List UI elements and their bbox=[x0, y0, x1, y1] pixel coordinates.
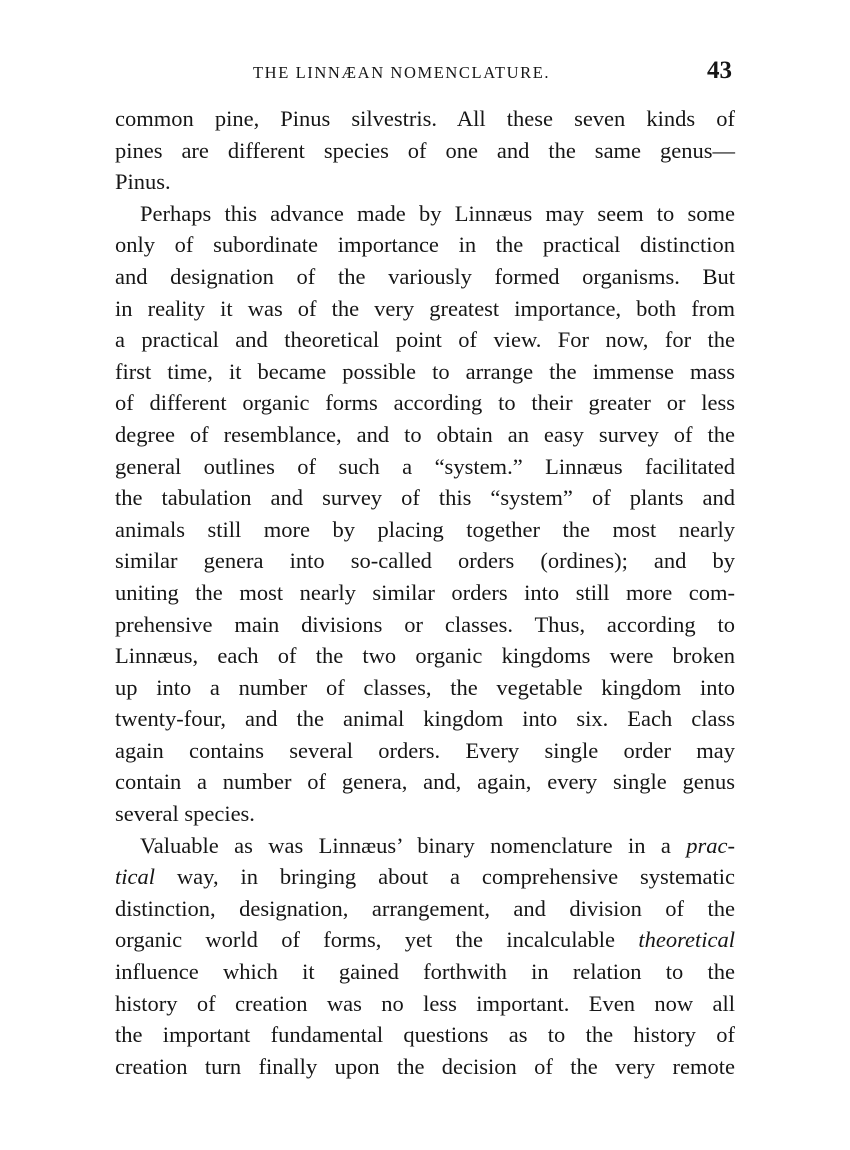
page-number: 43 bbox=[707, 57, 732, 84]
text-line: animals still more by placing together the most nearly bbox=[115, 516, 735, 542]
text-line: history of creation was no less important. Even now all bbox=[115, 990, 735, 1016]
text-line: influence which it gained forthwith in relation to the bbox=[115, 959, 735, 985]
text-line: of different organic forms according to their greater or less bbox=[115, 390, 735, 416]
italic-text: theoretical bbox=[638, 927, 735, 953]
text-run: organic world of forms, yet the incalculable bbox=[115, 927, 639, 953]
text-line bbox=[115, 924, 735, 956]
text-line: uniting the most nearly similar orders into still more com- bbox=[115, 579, 735, 605]
text-line: Linnæus, each of the two organic kingdoms were broken bbox=[115, 643, 735, 669]
text-line: contain a number of genera, and, again, every single genus bbox=[115, 769, 735, 795]
text-line: and designation of the variously formed organisms. But bbox=[115, 263, 735, 289]
text-line: distinction, designation, arrangement, and division of the bbox=[115, 895, 735, 921]
text-line: in reality it was of the very greatest importance, both from bbox=[115, 295, 735, 321]
text-line: common pine, Pinus silvestris. All these seven kinds of bbox=[115, 106, 735, 131]
text-line: Pinus. bbox=[115, 169, 171, 195]
text-line: several species. bbox=[115, 801, 255, 827]
text-line: Perhaps this advance made by Linnæus may seem to some bbox=[140, 200, 735, 226]
text-line: twenty-four, and the animal kingdom into six. Each class bbox=[115, 706, 735, 732]
body-text bbox=[115, 103, 735, 1082]
text-line: up into a number of classes, the vegetable kingdom into bbox=[115, 674, 735, 700]
text-run: Valuable as was Linnæus’ binary nomenclature in a bbox=[140, 832, 687, 858]
running-head: THE LINNÆAN NOMENCLATURE. bbox=[253, 63, 551, 82]
text-line: prehensive main divisions or classes. Thus, according to bbox=[115, 611, 735, 637]
text-line: first time, it became possible to arrange the immense mass bbox=[115, 358, 735, 384]
text-line: again contains several orders. Every single order may bbox=[115, 737, 735, 763]
text-line: creation turn finally upon the decision of the very remote bbox=[115, 1053, 735, 1079]
text-line: the important fundamental questions as to the history of bbox=[115, 1022, 735, 1048]
text-line: a practical and theoretical point of view. For now, for the bbox=[115, 327, 735, 353]
italic-text: tical bbox=[115, 864, 155, 890]
text-line bbox=[115, 830, 735, 862]
text-line: degree of resemblance, and to obtain an easy survey of the bbox=[115, 421, 735, 447]
page-header bbox=[115, 55, 735, 95]
text-line: pines are different species of one and the same genus— bbox=[115, 137, 735, 163]
text-line: similar genera into so-called orders (ordines); and by bbox=[115, 548, 735, 574]
italic-text: prac- bbox=[686, 832, 735, 858]
text-line: general outlines of such a “system.” Linnæus facilitated bbox=[115, 453, 735, 479]
text-run: way, in bringing about a comprehensive systematic bbox=[155, 864, 735, 890]
text-line bbox=[115, 861, 735, 893]
text-line: the tabulation and survey of this “system” of plants and bbox=[115, 485, 735, 511]
text-line: only of subordinate importance in the practical distinction bbox=[115, 232, 735, 258]
